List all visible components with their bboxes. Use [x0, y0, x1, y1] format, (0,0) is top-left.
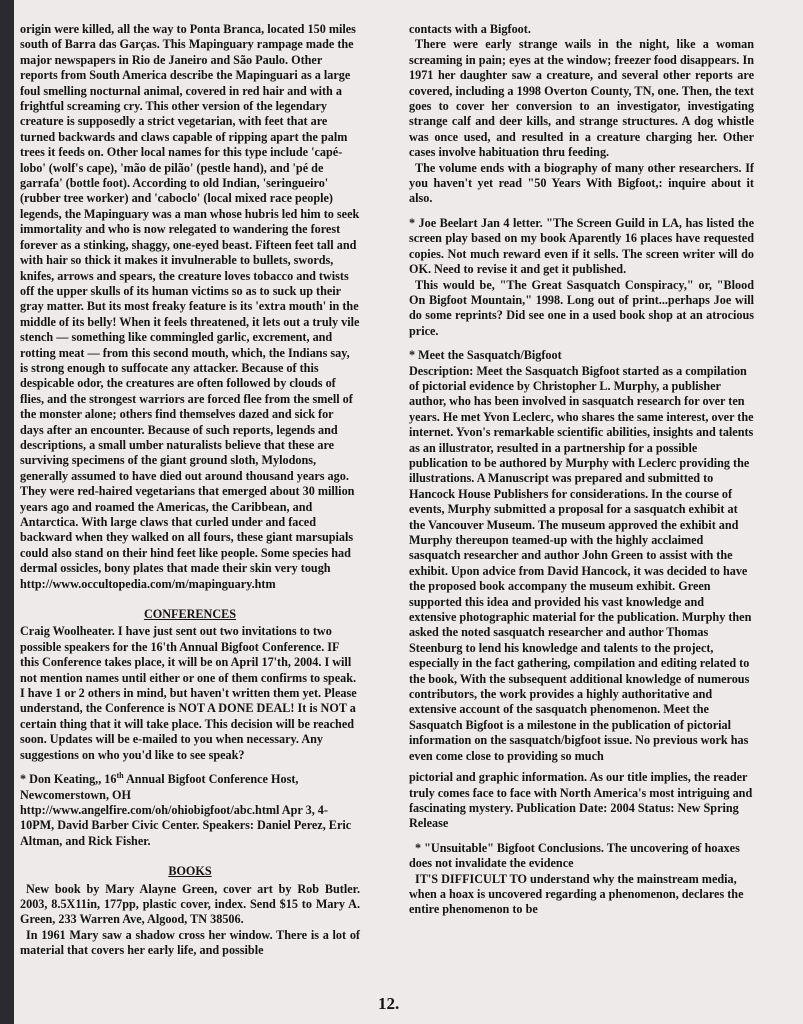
beelart-paragraph: * Joe Beelart Jan 4 letter. "The Screen Guild in LA, has listed the screen play based on my book Aparently 16 places have requested copies. Not much reward even if it sells. The screen writer will do OK. Need to revise it and get it published.	[409, 215, 754, 277]
books-paragraph-1: New book by Mary Alayne Green, cover art by Rob Butler. 2003, 8.5X11in, 177pp, plastic cover, index. Send $15 to Mary A. Green, 233 Warren Ave, Algood, TN 38506.	[20, 881, 360, 927]
meet-paragraph: Description: Meet the Sasquatch Bigfoot started as a compilation of pictorial evidence by Christopher L. Murphy, a publisher author, who has been involved in sasquatch research for over ten years. He met Yvon Leclerc, who shares the same interest, over the internet. Yvon's remarkable scientific abilities, insights and talents as an illustrator, resulted in a partnership for a possible publication to be authored by Murphy with Leclerc providing the illustrations. A Manuscript was prepared and submitted to Hancock House Publishers for considerations. In the course of events, Murphy submitted a proposal for a sasquatch exhibit at the Vancouver Museum. The museum approved the exhibit and Murphy thereupon teamed-up with the highly acclaimed sasquatch researcher and author John Green to assist with the exhibit. Upon advice from David Hancock, it was decided to have the proposed book accompany the museum exhibit. Green supported this idea and provided his vast knowledge and extensive photographic material for the publication. Murphy then asked the noted sasquatch researcher and author Thomas Steenburg to lend his knowledge and talents to the project, especially in the fact gathering, compilation and editing related to the book, With the subsequent additional knowledge of numerous contributors, the work provides a highly authoritative and extensive account of the sasquatch phenomenon. Meet the Sasquatch Bigfoot is a milestone in the publication of pictorial information on the sasquatch/bigfoot issue. No previous work has even come close to providing so much	[409, 363, 754, 763]
conspiracy-paragraph: This would be, "The Great Sasquatch Conspiracy," or, "Blood On Bigfoot Mountain," 1998. Long out of print...perhaps Joe will do some reprints? Did see one in a used book shop at an atrocious price.	[409, 277, 754, 338]
difficult-paragraph: IT'S DIFFICULT TO understand why the mainstream media, when a hoax is uncovered regarding a phenomenon, declares the entire phenomenon to be	[409, 871, 744, 917]
conferences-heading: CONFERENCES	[143, 607, 237, 622]
volume-paragraph: The volume ends with a biography of many other researchers. If you haven't yet read "50 Years With Bigfoot,: inquire about it also.	[409, 160, 754, 206]
mapinguary-article: origin were killed, all the way to Ponta Branca, located 150 miles south of Barra das Garças. This Mapinguary rampage made the major newspapers in Rio de Janeiro and São Paulo. Other reports from South America describe the Mapinguari as a large foul smelling nocturnal animal, covered in red hair and with a frightful screaming cry. This other version of the legendary creature is supposedly a strict vegetarian, with feet that are turned backwards and claws capable of ripping apart the palm trees it feeds on. Other local names for this type include 'capé-lobo' (wolf's cape), 'mão de pilão' (pestle hand), and 'pé de garrafa' (bottle foot). According to old Indian, 'seringueiro' (rubber tree worker) and 'caboclo' (local mixed race people) legends, the Mapinguary was a man whose hubris led him to seek immortality and who is now relegated to wandering the forest forever as a stinking, shaggy, one-eyed beast. Fifteen feet tall and with hair so thick it makes it invulnerable to bullets, swords, knifes, arrows and spears, the creature loves tobacco and twists off the upper skulls of its human victims so as to suck up their gray matter. But its most freaky feature is its 'extra mouth' in the middle of its belly! When it feels threatened, it lets out a truly vile stench — something like commingled garlic, excrement, and rotting meat — from this second mouth, which, the Indians say, is strong enough to suffocate any attacker. Because of this despicable odor, the creatures are often followed by clouds of flies, and the strongest warriors are forced flee from the smell of the monster alone; others find themselves dazed and sick for days after an encounter. Because of such reports, legends and descriptions, a small umber naturalists believe that these are surviving specimens of the giant ground sloth, Mylodons, generally assumed to have died out around thousand years ago. They were red-haired vegetarians that emerged about 30 million years ago and roamed the Americas, the Caribbean, and Antarctica. With large claws that curled under and faced backward when they walked on all fours, these giant marsupials could also stand on their hind feet like people. Some species had dermal ossicles, bony plates that made their skin very tough http://www.occultopedia.com/m/mapinguary.htm	[20, 22, 360, 591]
keating-post: Annual Bigfoot Conference Host, Newcomerstown, OH http://www.angelfire.com/oh/ohiobigfoot/abc.html Apr 3, 4-10PM, David Barber Civic Center. Speakers: Daniel Perez, Eric Altman, and Rick Fisher.	[20, 772, 352, 848]
meet-paragraph-continued: pictorial and graphic information. As our title implies, the reader truly comes face to face with North America's most intriguing and fascinating mystery. Publication Date: 2004 Status: New Spring Release	[409, 770, 753, 831]
books-heading: BOOKS	[168, 864, 212, 879]
page-number: 12.	[378, 994, 400, 1013]
left-column	[20, 22, 360, 959]
newsletter-page	[14, 0, 803, 1024]
contacts-paragraph: contacts with a Bigfoot.	[409, 22, 531, 36]
meet-title: * Meet the Sasquatch/Bigfoot	[409, 348, 562, 363]
keating-paragraph	[20, 772, 360, 849]
books-paragraph-2: In 1961 Mary saw a shadow cross her window. There is a lot of material that covers her early life, and possible	[20, 927, 360, 958]
right-column	[409, 22, 754, 918]
conferences-paragraph: Craig Woolheater. I have just sent out two invitations to two possible speakers for the 16'th Annual Bigfoot Conference. IF this Conference takes place, it will be on April 17'th, 2004. I will not mention names until either or one of them confirms to speak. I have 1 or 2 others in mind, but haven't written them yet. Please understand, the Conference is NOT A DONE DEAL! It is NOT a certain thing that it will take place. This decision will be reached soon. Updates will be e-mailed to you when necessary. Any suggestions on who you'd like to see speak?	[20, 624, 357, 762]
keating-pre: * Don Keating,, 16	[20, 772, 117, 787]
wails-paragraph: There were early strange wails in the night, like a woman screaming in pain; eyes at the window; freezer food disappears. In 1971 her daughter saw a creature, and several other reports are covered, including a 1998 Overton County, TN, one. Then, the text goes to cover her conversion to an investigator, investigating strange calf and deer kills, and strange structures. A dog whistle was once used, and resulted in a creature charging her. Other cases involve habituation thru feeding.	[409, 37, 754, 160]
unsuitable-paragraph: * "Unsuitable" Bigfoot Conclusions. The uncovering of hoaxes does not invalidate the evidence	[409, 840, 740, 871]
keating-sup: th	[116, 771, 124, 781]
